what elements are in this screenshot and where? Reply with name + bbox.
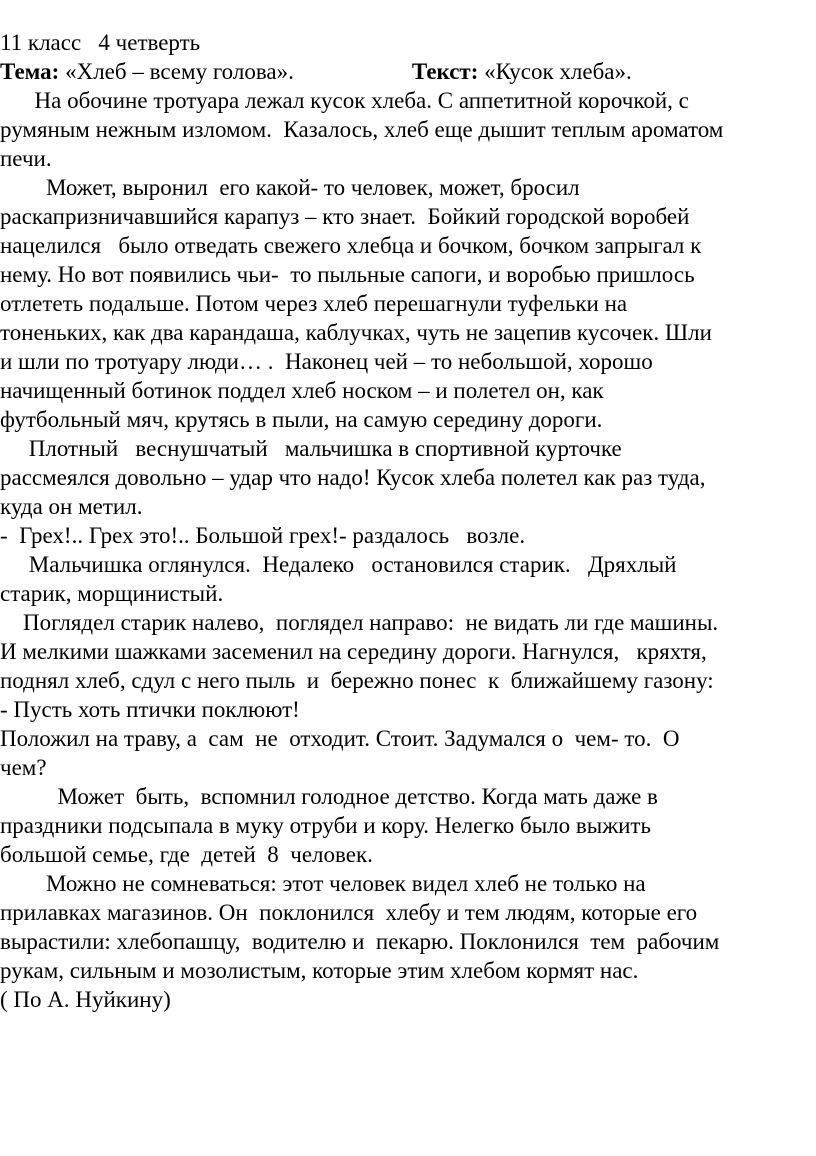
class-header: 11 класс 4 четверть — [0, 30, 201, 55]
text-line: тоненьких, как два карандаша, каблучках, чуть не зацепив кусочек. Шли — [0, 320, 712, 345]
text-line: Мальчишка оглянулся. Недалеко остановился старик. Дряхлый — [0, 552, 677, 577]
text-line: румяным нежным изломом. Казалось, хлеб еще дышит теплым ароматом — [0, 117, 724, 142]
text-line: вырастили: хлебопашцу, водителю и пекарю. Поклонился тем рабочим — [0, 929, 720, 954]
text-line: - Грех!.. Грех это!.. Большой грех!- раздалось возле. — [0, 523, 526, 548]
text-line: и шли по тротуару люди… . Наконец чей – то небольшой, хорошо — [0, 349, 653, 374]
author-attribution: ( По А. Нуйкину) — [0, 987, 171, 1012]
text-line: Положил на траву, а сам не отходит. Стоит. Задумался о чем- то. О — [0, 726, 680, 751]
document-page — [0, 28, 812, 1014]
text-line: раскапризничавшийся карапуз – кто знает. Бойкий городской воробей — [0, 204, 690, 229]
text-line: начищенный ботинок поддел хлеб носком – и полетел он, как — [0, 378, 604, 403]
text-line: нацелился было отведать свежего хлебца и бочком, бочком запрыгал к — [0, 233, 702, 258]
text-line: Можно не сомневаться: этот человек видел хлеб не только на — [0, 871, 646, 896]
text-line: Может, выронил его какой- то человек, может, бросил — [0, 175, 580, 200]
topic-value: «Хлеб – всему голова». — [59, 59, 294, 84]
text-line: И мелкими шажками засеменил на середину дороги. Нагнулся, кряхтя, — [0, 639, 707, 664]
text-line: куда он метил. — [0, 494, 143, 519]
text-line: рукам, сильным и мозолистым, которые этим хлебом кормят нас. — [0, 958, 639, 983]
body-text — [0, 86, 812, 985]
text-line: старик, морщинистый. — [0, 581, 224, 606]
title-row — [0, 57, 812, 86]
text-line: чем? — [0, 755, 47, 780]
text-line: праздники подсыпала в муку отруби и кору. Нелегко было выжить — [0, 813, 651, 838]
text-line: Плотный веснушчатый мальчишка в спортивной курточке — [0, 436, 622, 461]
text-line: большой семье, где детей 8 человек. — [0, 842, 373, 867]
topic-label: Тема: — [0, 59, 60, 84]
text-line: нему. Но вот появились чьи- то пыльные сапоги, и воробью пришлось — [0, 262, 695, 287]
text-value: «Кусок хлеба». — [478, 59, 632, 84]
text-line: отлететь подальше. Потом через хлеб перешагнули туфельки на — [0, 291, 628, 316]
text-line: рассмеялся довольно – удар что надо! Кусок хлеба полетел как раз туда, — [0, 465, 706, 490]
text-line: поднял хлеб, сдул с него пыль и бережно понес к ближайшему газону: — [0, 668, 714, 693]
text-line: Может быть, вспомнил голодное детство. Когда мать даже в — [0, 784, 658, 809]
text-line: На обочине тротуара лежал кусок хлеба. С аппетитной корочкой, с — [0, 88, 689, 113]
text-line: прилавках магазинов. Он поклонился хлебу и тем людям, которые его — [0, 900, 698, 925]
text-line: - Пусть хоть птички поклюют! — [0, 697, 300, 722]
text-line: Поглядел старик налево, поглядел направо: не видать ли где машины. — [0, 610, 719, 635]
text-line: печи. — [0, 146, 52, 171]
text-line: футбольный мяч, крутясь в пыли, на самую середину дороги. — [0, 407, 603, 432]
text-label: Текст: — [411, 59, 479, 84]
